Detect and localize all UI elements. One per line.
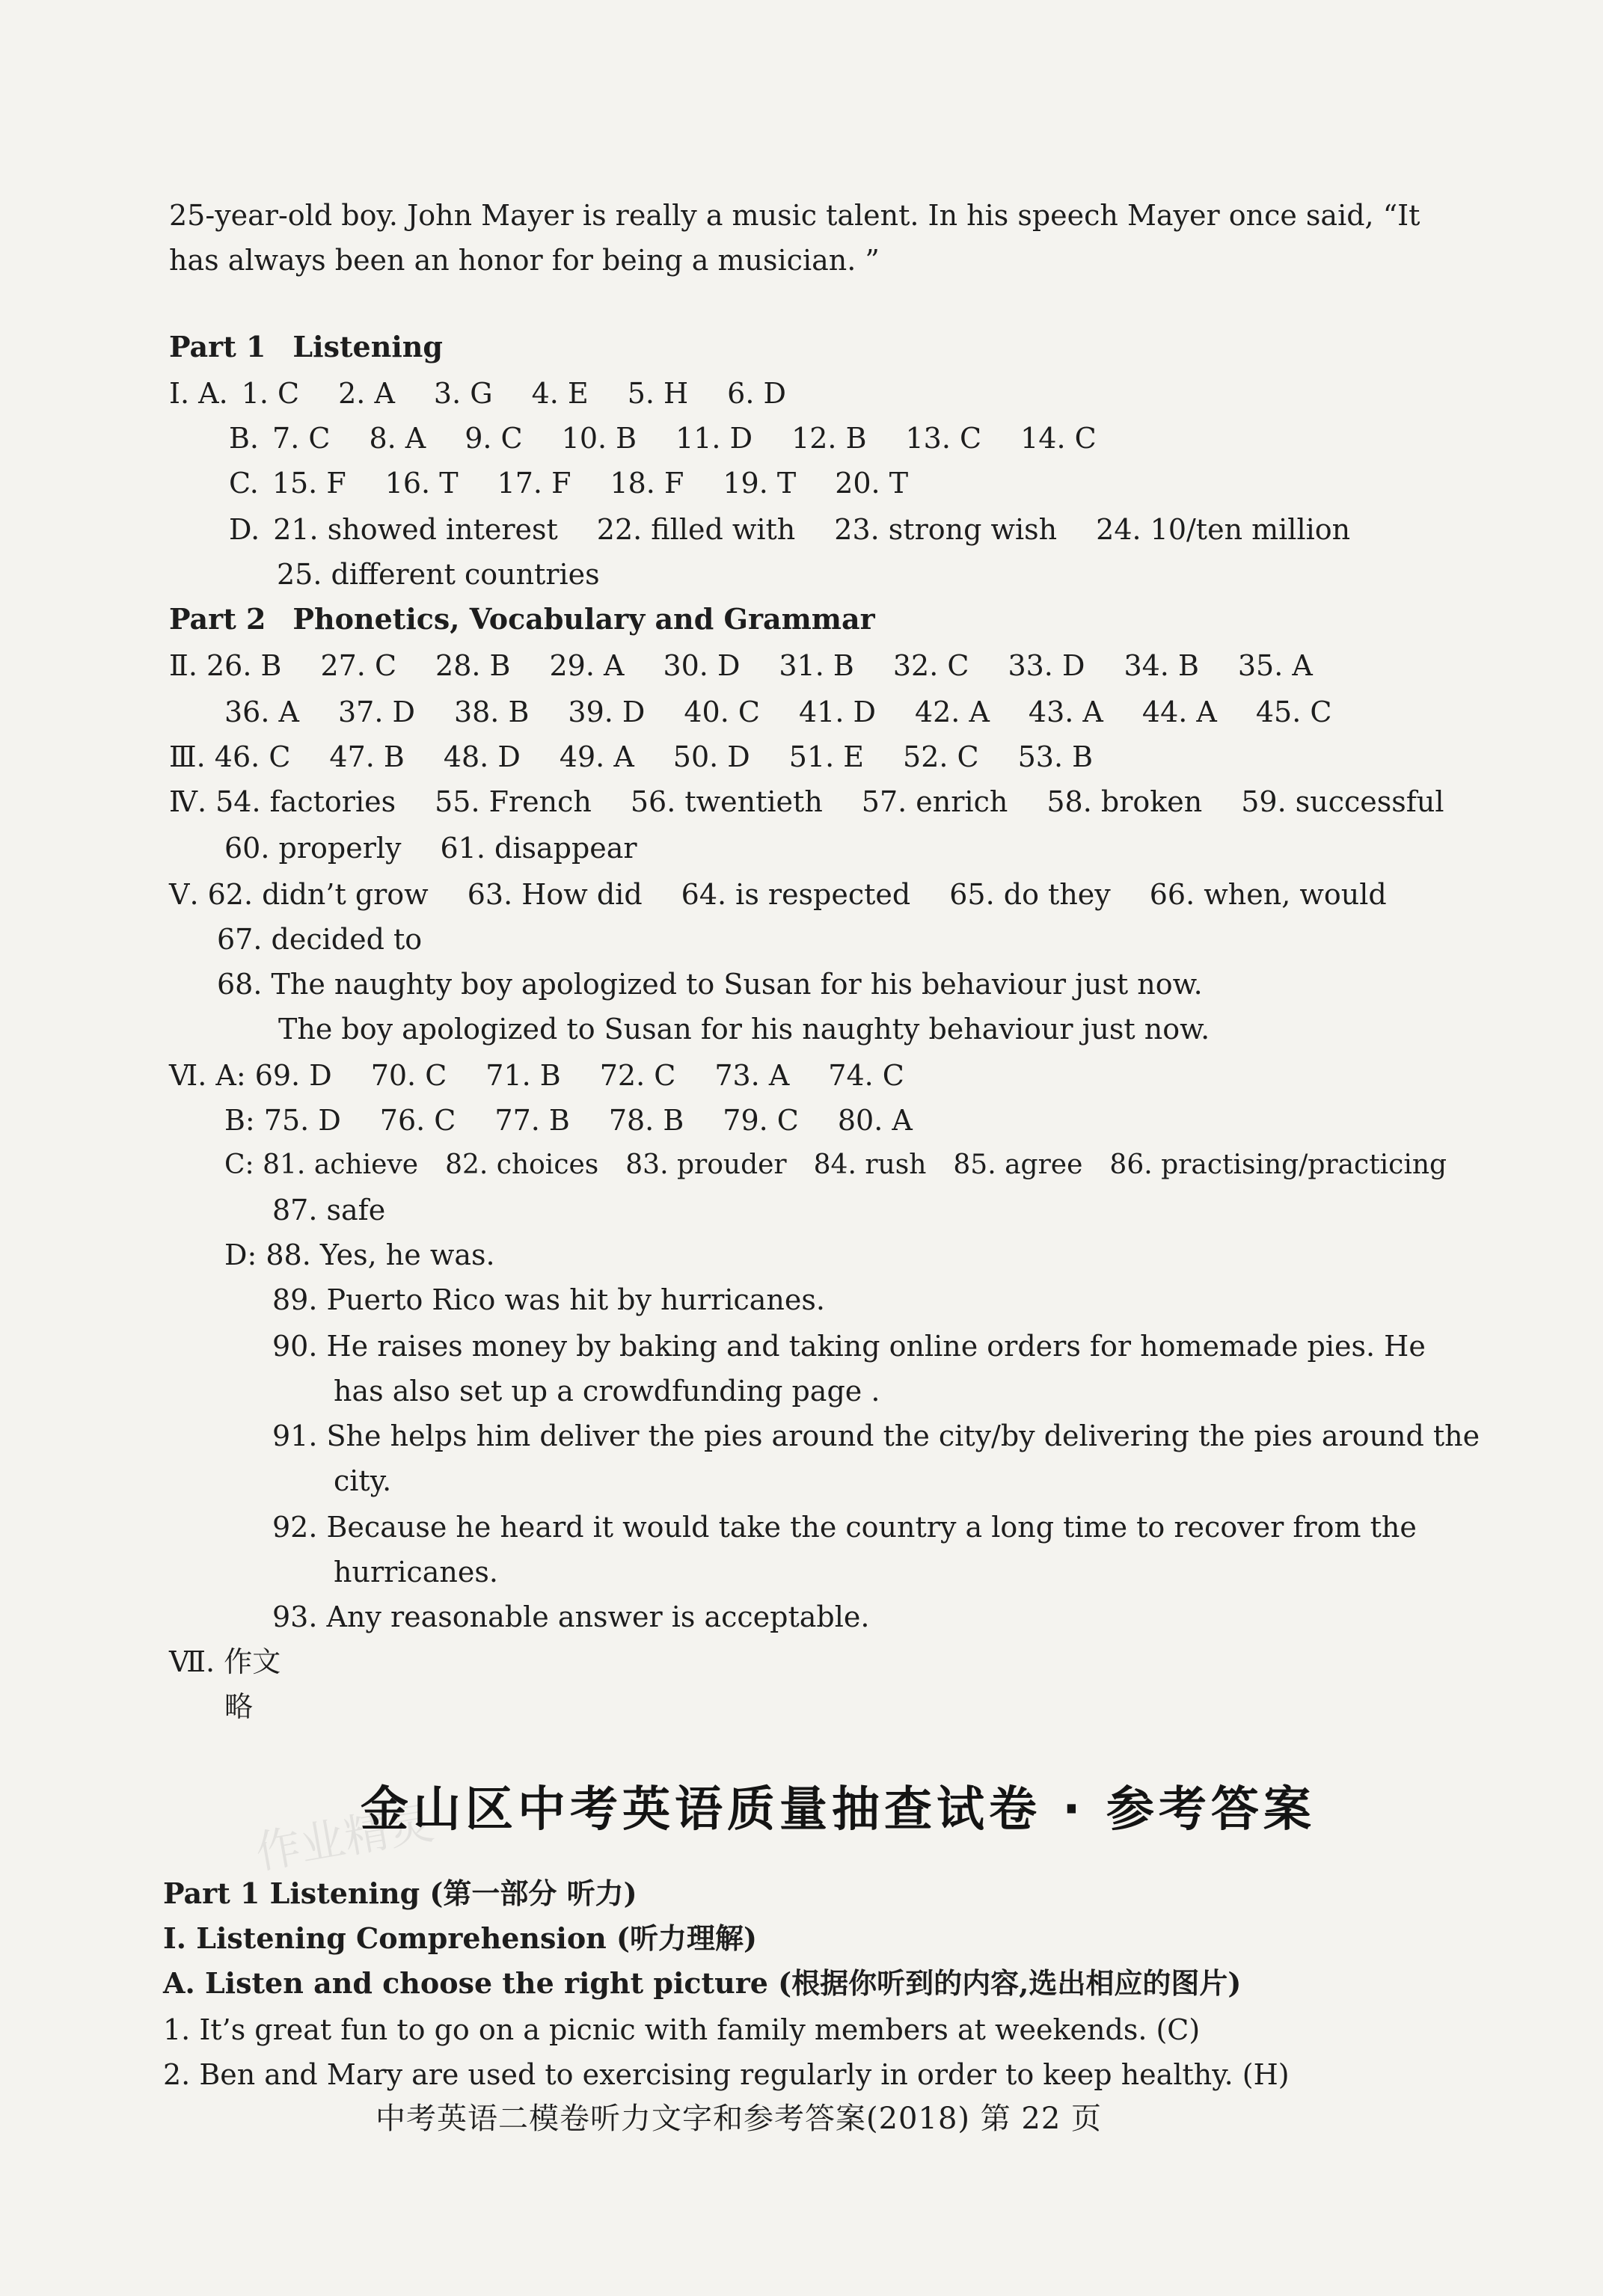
section2-A-heading: A. Listen and choose the right picture (根据你听到的内容,选出相应的图片)	[163, 1966, 1242, 2000]
question-2: 2. Ben and Mary are used to exercising regularly in order to keep healthy. (H)	[163, 2058, 1290, 2091]
section2-part1-heading: Part 1 Listening (第一部分 听力)	[163, 1876, 637, 1910]
answer: 50. D	[672, 740, 750, 773]
answer: 10. B	[561, 422, 637, 455]
answer: 51. E	[788, 740, 865, 773]
answer: 43. A	[1028, 696, 1103, 728]
answer-91-cont: city.	[334, 1464, 392, 1497]
answer: 80. A	[837, 1104, 913, 1137]
answer: 40. C	[684, 696, 760, 728]
answer: 65. do they	[949, 878, 1111, 911]
watermark: 作业精灵	[251, 1796, 438, 1880]
answer-row-V-1	[169, 877, 1387, 912]
answer: 59. successful	[1241, 785, 1444, 818]
answer: B: 75. D	[224, 1104, 341, 1137]
answer: 18. F	[610, 467, 684, 500]
answer: 63. How did	[467, 878, 643, 911]
answer: 38. B	[453, 696, 530, 728]
answer: 9. C	[465, 422, 523, 455]
answer-row-VI-A	[169, 1058, 904, 1093]
answer: 23. strong wish	[834, 513, 1058, 546]
answer: 57. enrich	[861, 785, 1008, 818]
answer: 77. B	[494, 1104, 570, 1137]
answer: 56. twentieth	[630, 785, 823, 818]
answer-row-VI-C	[224, 1147, 1447, 1183]
answer: 5. H	[627, 377, 689, 410]
answer-row-I-D-2: 25. different countries	[277, 558, 600, 591]
answer: 58. broken	[1046, 785, 1203, 818]
page-footer: 中考英语二模卷听力文字和参考答案(2018) 第 22 页	[376, 2102, 1103, 2136]
answer: 16. T	[384, 467, 459, 500]
answer: 66. when, would	[1149, 878, 1387, 911]
answer: C: 81. achieve	[224, 1149, 419, 1180]
answer-90-cont: has also set up a crowdfunding page .	[334, 1375, 880, 1408]
answer: 55. French	[435, 785, 592, 818]
intro-line-2: has always been an honor for being a musician. ”	[169, 244, 880, 277]
answer: 82. choices	[445, 1149, 599, 1180]
answer: 61. disappear	[440, 832, 637, 865]
row-label: D.	[229, 513, 260, 546]
answer: 4. E	[531, 377, 589, 410]
answer-row-IV-2	[224, 830, 637, 866]
answer-92-cont: hurricanes.	[334, 1556, 498, 1589]
answer: 20. T	[835, 467, 909, 500]
intro-line-1: 25-year-old boy. John Mayer is really a music talent. In his speech Mayer once said, “It	[169, 199, 1420, 232]
answer: 79. C	[723, 1104, 799, 1137]
answer: 78. B	[608, 1104, 684, 1137]
answer: 47. B	[329, 740, 405, 773]
answer: 85. agree	[953, 1149, 1083, 1180]
answer-row-I-D	[229, 512, 1350, 547]
answer-88: D: 88. Yes, he was.	[224, 1238, 495, 1271]
answer-row-I-C	[229, 465, 908, 501]
answer: Ⅲ. 46. C	[169, 740, 291, 773]
answer: 22. filled with	[596, 513, 796, 546]
answer: 39. D	[568, 696, 646, 728]
answer: 19. T	[723, 467, 797, 500]
answer-row-V-3: 68. The naughty boy apologized to Susan for his behaviour just now.	[217, 968, 1203, 1001]
answer-90: 90. He raises money by baking and taking online orders for homemade pies. He	[272, 1330, 1426, 1363]
answer: 44. A	[1141, 696, 1217, 728]
answer: 11. D	[675, 422, 753, 455]
answer: 32. C	[892, 649, 969, 682]
answer: 13. C	[905, 422, 982, 455]
answer: 84. rush	[813, 1149, 927, 1180]
answer-row-I-A	[169, 375, 786, 411]
answer: 29. A	[549, 649, 625, 682]
answer: 49. A	[559, 740, 634, 773]
answer: 7. C	[272, 422, 331, 455]
answer: 35. A	[1237, 649, 1313, 682]
row-label: C.	[229, 467, 259, 500]
answer-row-VII: Ⅶ. 作文	[169, 1645, 281, 1678]
answer: 70. C	[370, 1059, 447, 1092]
answer-93: 93. Any reasonable answer is acceptable.	[272, 1600, 870, 1633]
answer: 74. C	[828, 1059, 904, 1092]
answer: 17. F	[497, 467, 571, 500]
answer: 28. B	[435, 649, 511, 682]
answer: 30. D	[663, 649, 741, 682]
answer: 36. A	[224, 696, 299, 728]
answer: 8. A	[369, 422, 426, 455]
row-label: Ⅰ. A.	[169, 377, 228, 410]
answer: 64. is respected	[681, 878, 911, 911]
answer: 45. C	[1255, 696, 1332, 728]
answer: 53. B	[1017, 740, 1094, 773]
answer: Ⅳ. 54. factories	[169, 785, 396, 818]
answer: 31. B	[779, 649, 854, 682]
answer: 60. properly	[224, 832, 402, 865]
answer-row-I-B	[229, 420, 1097, 456]
answer-91: 91. She helps him deliver the pies around the city/by delivering the pies around the	[272, 1419, 1480, 1452]
answer: Ⅴ. 62. didn’t grow	[169, 878, 429, 911]
answer: 76. C	[379, 1104, 456, 1137]
answer: 24. 10/ten million	[1096, 513, 1351, 546]
part1-title: Part 1	[169, 330, 266, 363]
answer: 37. D	[337, 696, 415, 728]
answer: 3. G	[433, 377, 493, 410]
answer-row-II-2	[224, 694, 1331, 730]
answer: 14. C	[1020, 422, 1097, 455]
answer-row-V-4: The boy apologized to Susan for his naughty behaviour just now.	[278, 1013, 1210, 1046]
answer: 73. A	[714, 1059, 790, 1092]
part2-title: Part 2	[169, 602, 266, 636]
answer: Ⅵ. A: 69. D	[169, 1059, 332, 1092]
answer: 1. C	[241, 377, 300, 410]
answer: 86. practising/practicing	[1109, 1149, 1447, 1180]
answer: 12. B	[791, 422, 867, 455]
answer-row-II-1	[169, 648, 1313, 684]
part2-heading	[169, 601, 875, 637]
answer-row-VI-B	[224, 1102, 913, 1138]
row-label: B.	[229, 422, 260, 455]
answer: 52. C	[903, 740, 979, 773]
section2-I-heading: Ⅰ. Listening Comprehension (听力理解)	[163, 1921, 757, 1955]
answer: 27. C	[320, 649, 397, 682]
answer-row-IV-1	[169, 784, 1444, 820]
answer: 2. A	[338, 377, 395, 410]
part2-subtitle: Phonetics, Vocabulary and Grammar	[292, 602, 875, 636]
answer: 83. prouder	[625, 1149, 787, 1180]
answer-row-VII-2: 略	[224, 1690, 254, 1723]
answer-92: 92. Because he heard it would take the country a long time to recover from the	[272, 1511, 1417, 1544]
section-title: 金山区中考英语质量抽查试卷 · 参考答案	[361, 1782, 1316, 1838]
answer: 48. D	[443, 740, 521, 773]
answer: 42. A	[914, 696, 990, 728]
answer: 72. C	[599, 1059, 676, 1092]
answer: 21. showed interest	[273, 513, 558, 546]
question-1: 1. It’s great fun to go on a picnic with family members at weekends. (C)	[163, 2013, 1201, 2046]
answer: 15. F	[272, 467, 346, 500]
answer: Ⅱ. 26. B	[169, 649, 282, 682]
part1-heading	[169, 329, 443, 365]
answer: 6. D	[727, 377, 786, 410]
answer: 71. B	[485, 1059, 561, 1092]
answer: 33. D	[1008, 649, 1085, 682]
part1-subtitle: Listening	[292, 330, 443, 363]
answer-89: 89. Puerto Rico was hit by hurricanes.	[272, 1283, 825, 1316]
answer: 34. B	[1124, 649, 1199, 682]
answer-row-VI-C-2: 87. safe	[272, 1194, 386, 1227]
answer: 41. D	[798, 696, 876, 728]
answer-row-V-2: 67. decided to	[217, 923, 423, 956]
answer-row-III	[169, 739, 1093, 775]
